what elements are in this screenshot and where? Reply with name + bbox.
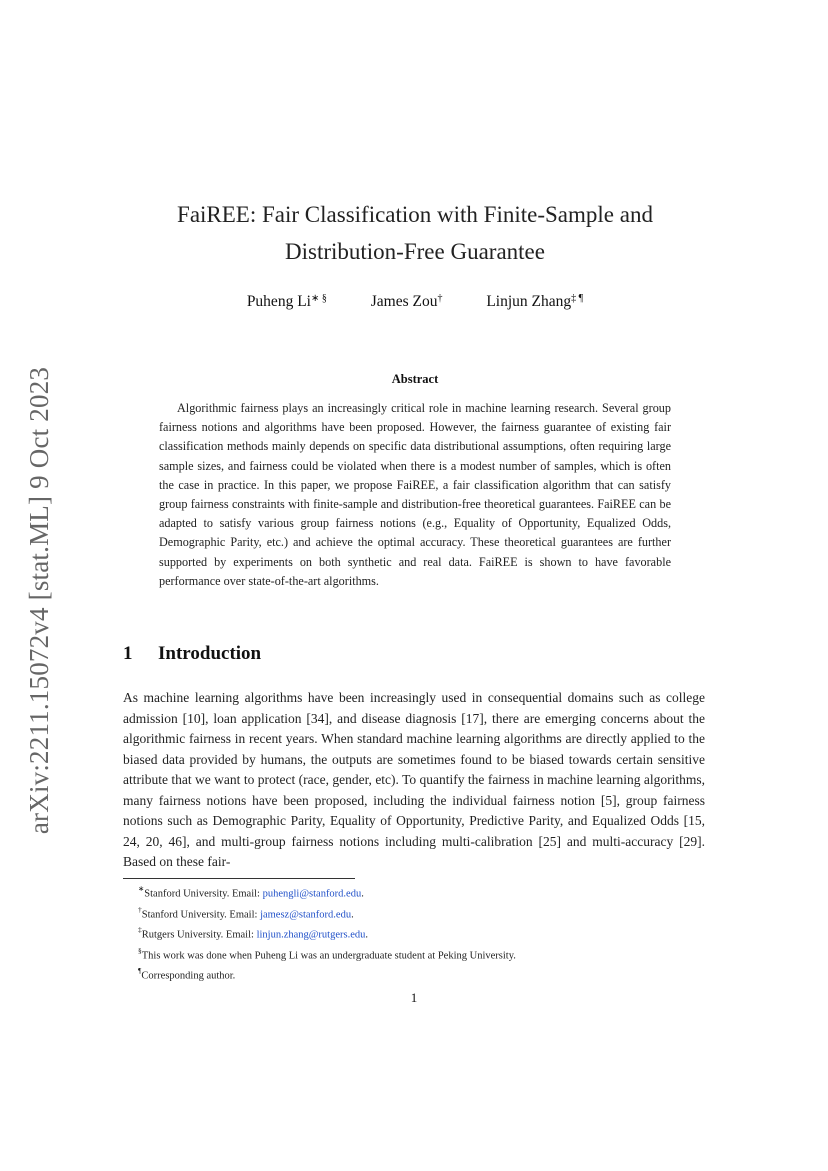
author-name: Puheng Li — [246, 293, 311, 310]
footnote-text: This work was done when Puheng Li was an undergraduate student at Peking University. — [141, 950, 516, 961]
footnote-mark: † — [138, 904, 142, 914]
footnote-rule — [123, 878, 355, 879]
footnote-2 — [138, 903, 698, 924]
author-linjun-zhang — [486, 292, 583, 312]
section-number: 1 — [123, 643, 133, 664]
page-number: 1 — [410, 990, 418, 1005]
footnote-text: Rutgers University. Email: — [141, 929, 257, 941]
author-puheng-li — [247, 292, 327, 312]
footnote-4 — [138, 944, 698, 965]
email-link[interactable]: jamesz@stanford.edu — [260, 909, 352, 920]
author-marks: † — [437, 293, 443, 304]
author-list — [120, 292, 710, 312]
footnote-end: . — [351, 909, 354, 920]
email-link[interactable]: puhengli@stanford.edu — [262, 888, 362, 900]
arxiv-identifier: arXiv:2211.15072v4 [stat.ML] 9 Oct 2023 — [24, 366, 55, 834]
author-name: James Zou — [370, 293, 438, 310]
author-name: Linjun Zhang — [486, 293, 572, 310]
title-line-1: FaiREE: Fair Classification with Finite-Sample and — [177, 202, 653, 227]
abstract-text: Algorithmic fairness plays an increasingly critical role in machine learning research. Several group fairness notions and algorithms have been proposed. However, the fairness guarantee of existing fair classification methods mainly depends on specific data distributional assumptions, often requiring large sample sizes, and fairness could be violated when there is a modest number of samples, which is often the case in practice. In this paper, we propose FaiREE, a fair classification algorithm that can satisfy group fairness constraints with finite-sample and distribution-free theoretical guarantees. FaiREE can be adapted to satisfy various group fairness notions (e.g., Equality of Opportunity, Equalized Odds, Demographic Parity, etc.) and achieve the optimal accuracy. These theoretical guarantees are further supported by experiments on both synthetic and real data. FaiREE is shown to have favorable performance over state-of-the-art algorithms. — [159, 401, 671, 588]
footnote-end: . — [365, 929, 368, 941]
footnote-1 — [138, 882, 698, 903]
footnote-mark: ¶ — [138, 966, 142, 975]
footnote-text: Corresponding author. — [141, 970, 236, 982]
footnote-text: Stanford University. Email: — [144, 888, 263, 900]
footnote-5 — [138, 964, 698, 985]
abstract-heading: Abstract — [391, 372, 439, 386]
arxiv-identifier-sidebar — [12, 340, 68, 860]
paper-title — [120, 196, 710, 270]
title-line-2: Distribution-Free Guarantee — [285, 239, 545, 264]
author-marks: ‡ ¶ — [571, 293, 584, 304]
section-title: Introduction — [158, 643, 262, 664]
footnote-mark: § — [138, 945, 142, 955]
author-james-zou — [371, 292, 443, 312]
footnote-text: Stanford University. Email: — [141, 909, 261, 920]
footnote-mark: ‡ — [138, 925, 142, 934]
email-link[interactable]: linjun.zhang@rutgers.edu — [256, 929, 366, 941]
introduction-text: As machine learning algorithms have been increasingly used in consequential domains such as college admission [10], loan application [34], and disease diagnosis [17], there are emerging concerns about the algorithmic fairness in recent years. When standard machine learning algorithms are directly applied to the biased data provided by humans, the outputs are sometimes found to be biased towards certain sensitive attribute that we want to protect (race, gender, etc). To quantify the fairness in machine learning algorithms, many fairness notions have been proposed, including the individual fairness notion [5], group fairness notions such as Demographic Parity, Equality of Opportunity, Predictive Parity, and Equalized Odds [15, 24, 20, 46], and multi-group fairness notions including multi-calibration [25] and multi-accuracy [29]. Based on these fair- — [123, 690, 705, 869]
section-heading — [123, 643, 261, 665]
footnote-mark: ∗ — [138, 884, 145, 893]
footnotes — [138, 882, 698, 985]
footnote-3 — [138, 923, 698, 944]
footnote-end: . — [361, 888, 364, 900]
author-marks: ∗ § — [310, 293, 327, 304]
